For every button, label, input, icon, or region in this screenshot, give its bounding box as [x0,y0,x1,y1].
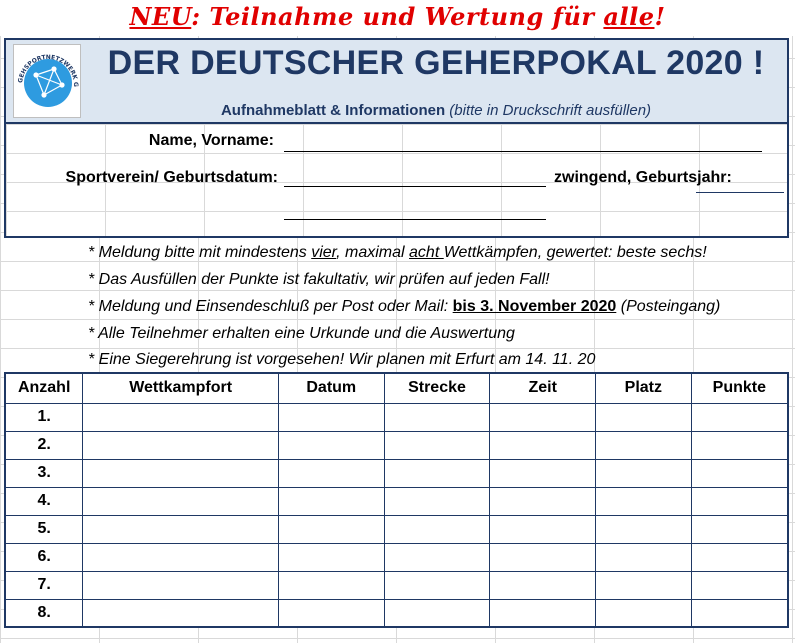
location-cell[interactable] [83,599,279,627]
note-3 [88,298,720,316]
points-cell[interactable] [691,599,788,627]
location-cell[interactable] [83,431,279,459]
page-title: DER DEUTSCHER GEHERPOKAL 2020 ! [107,44,765,82]
row-number: 8. [5,599,83,627]
time-cell[interactable] [490,571,596,599]
place-cell[interactable] [595,431,691,459]
distance-cell[interactable] [384,599,490,627]
table-row [5,403,788,431]
points-cell[interactable] [691,403,788,431]
date-cell[interactable] [278,571,384,599]
date-cell[interactable] [278,431,384,459]
date-cell[interactable] [278,403,384,431]
birthyear-label: zwingend, Geburtsjahr: [554,169,732,186]
row-number: 3. [5,459,83,487]
gsn-logo [13,44,81,118]
table-header-row [5,373,788,403]
form-header [4,38,789,124]
col-header-points: Punkte [691,373,788,403]
banner-text [0,2,795,31]
note-1 [88,244,707,262]
points-cell[interactable] [691,487,788,515]
time-cell[interactable] [490,403,596,431]
place-cell[interactable] [595,487,691,515]
date-cell[interactable] [278,599,384,627]
row-number: 4. [5,487,83,515]
note-4: * Alle Teilnehmer erhalten eine Urkunde und die Auswertung [88,325,515,342]
name-label: Name, Vorname: [148,132,274,149]
time-cell[interactable] [490,431,596,459]
row-number: 1. [5,403,83,431]
table-row [5,543,788,571]
location-cell[interactable] [83,403,279,431]
club-birthdate-label: Sportverein/ Geburtsdatum: [65,169,278,186]
note-5: * Eine Siegerehrung ist vorgesehen! Wir planen mit Erfurt am 14. 11. 20 [88,351,596,368]
note-1-max: acht [409,244,444,261]
table-row [5,571,788,599]
distance-cell[interactable] [384,431,490,459]
club-birthdate-field-2[interactable] [284,219,546,220]
table-row [5,431,788,459]
col-header-distance: Strecke [384,373,490,403]
place-cell[interactable] [595,571,691,599]
distance-cell[interactable] [384,543,490,571]
subtitle-hint: (bitte in Druckschrift ausfüllen) [449,102,652,119]
place-cell[interactable] [595,543,691,571]
competition-table [4,372,789,628]
distance-cell[interactable] [384,515,490,543]
location-cell[interactable] [83,571,279,599]
note-1-min: vier [311,244,337,261]
points-cell[interactable] [691,543,788,571]
col-header-count: Anzahl [5,373,83,403]
col-header-place: Platz [595,373,691,403]
note-3-c: (Posteingang) [616,298,721,315]
personal-info-section [4,124,789,238]
place-cell[interactable] [595,403,691,431]
note-3-a: * Meldung und Einsendeschluß per Post oder Mail: [88,298,453,315]
place-cell[interactable] [595,459,691,487]
deadline: bis 3. November 2020 [452,298,617,315]
top-banner [0,0,795,36]
location-cell[interactable] [83,543,279,571]
time-cell[interactable] [490,543,596,571]
time-cell[interactable] [490,599,596,627]
date-cell[interactable] [278,459,384,487]
location-cell[interactable] [83,487,279,515]
banner-new: NEU [129,2,192,31]
location-cell[interactable] [83,459,279,487]
table-row [5,459,788,487]
note-1-e: Wettkämpfen, gewertet: beste sechs! [443,244,707,261]
note-1-c: , maximal [336,244,410,261]
date-cell[interactable] [278,515,384,543]
row-number: 2. [5,431,83,459]
col-header-location: Wettkampfort [83,373,279,403]
location-cell[interactable] [83,515,279,543]
points-cell[interactable] [691,459,788,487]
table-row [5,515,788,543]
distance-cell[interactable] [384,459,490,487]
place-cell[interactable] [595,515,691,543]
col-header-time: Zeit [490,373,596,403]
date-cell[interactable] [278,487,384,515]
row-number: 6. [5,543,83,571]
time-cell[interactable] [490,515,596,543]
points-cell[interactable] [691,571,788,599]
birthyear-field[interactable] [696,192,784,193]
points-cell[interactable] [691,431,788,459]
time-cell[interactable] [490,459,596,487]
banner-middle: : Teilnahme und Wertung für [191,2,604,31]
row-number: 7. [5,571,83,599]
club-birthdate-field[interactable] [284,186,546,187]
subtitle [86,102,786,119]
banner-exclaim: ! [654,2,666,31]
table-row [5,487,788,515]
table-row [5,599,788,627]
name-field[interactable] [284,151,762,152]
time-cell[interactable] [490,487,596,515]
date-cell[interactable] [278,543,384,571]
note-2: * Das Ausfüllen der Punkte ist fakultativ, wir prüfen auf jeden Fall! [88,271,550,288]
distance-cell[interactable] [384,403,490,431]
row-number: 5. [5,515,83,543]
subtitle-main: Aufnahmeblatt & Informationen [220,102,446,119]
col-header-date: Datum [278,373,384,403]
logo-graphic [14,45,80,117]
points-cell[interactable] [691,515,788,543]
distance-cell[interactable] [384,571,490,599]
place-cell[interactable] [595,599,691,627]
distance-cell[interactable] [384,487,490,515]
logo-text: GEHSPORTNETZWERK G [17,53,80,87]
banner-all: alle [603,2,655,31]
note-1-a: * Meldung bitte mit mindestens [88,244,312,261]
